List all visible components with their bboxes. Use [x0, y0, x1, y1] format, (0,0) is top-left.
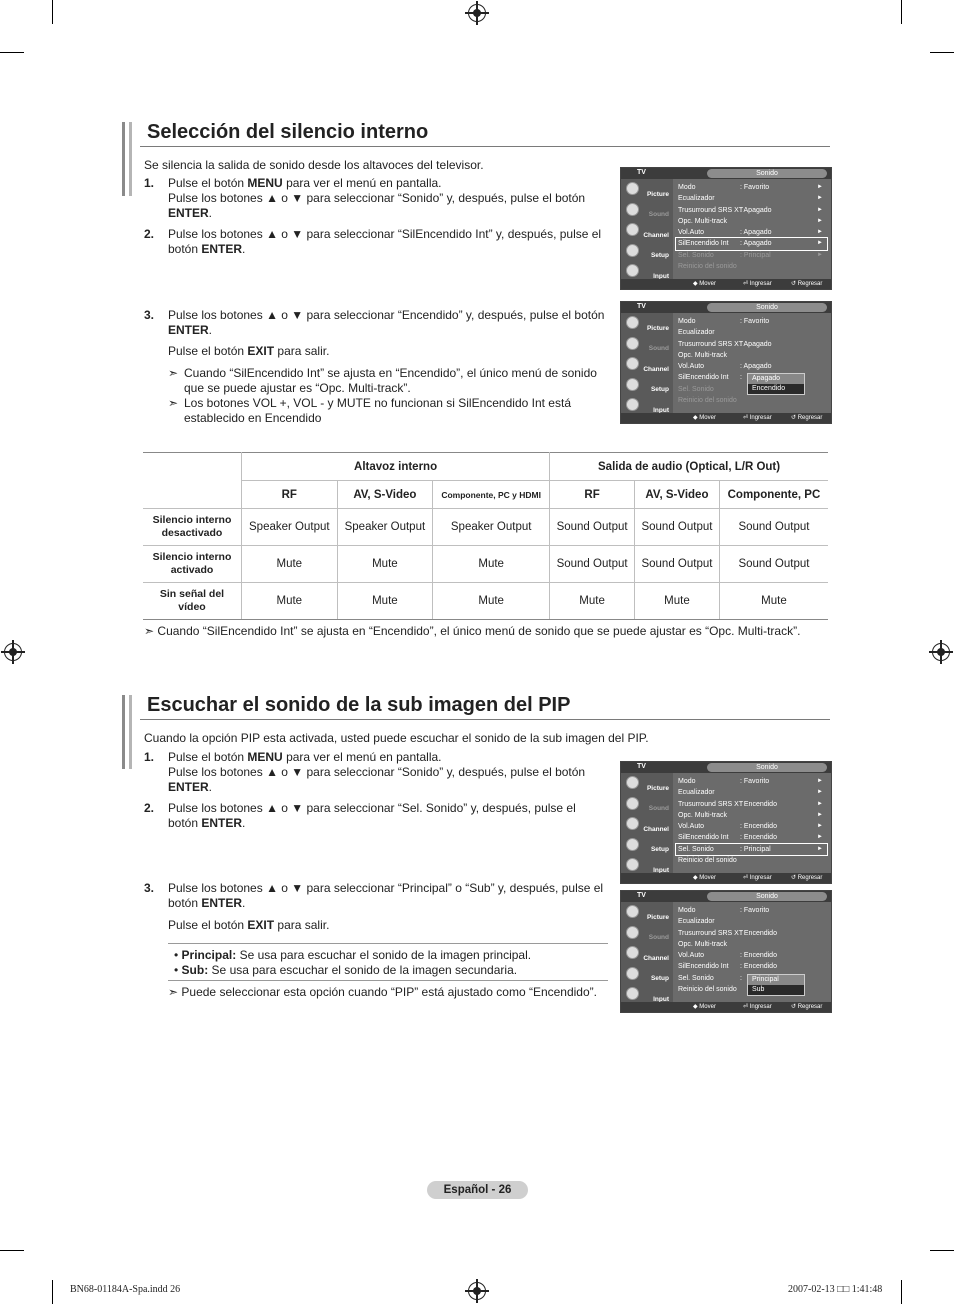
table-cell: Mute [433, 583, 550, 620]
sidebar-item: Sound [621, 923, 673, 944]
table-cell: Mute [337, 546, 433, 583]
section-bar [129, 122, 132, 196]
section2-step1: Pulse el botón MENU para ver el menú en pantalla. Pulse los botones ▲ o ▼ para seleccionar “Sonido” y, después, pulse el botón ENTER. [168, 750, 586, 794]
menu-item: Opc. Multi-track ► [678, 811, 823, 819]
enter-hint: ⏎ Ingresar [743, 415, 772, 421]
section2-intro: Cuando la opción PIP esta activada, usted puede escuchar el sonido de la sub imagen del PIP. [144, 731, 649, 745]
move-hint: ◆ Mover [693, 415, 716, 421]
section1-step3: Pulse los botones ▲ o ▼ para seleccionar “Encendido” y, después, pulse el botón ENTER. [168, 308, 605, 337]
section1-note1: ➣ Cuando “SilEncendido Int” se ajusta en “Encendido”, el único menú de sonido que se puede ajustar es “Opc. Multi-track”. [168, 366, 597, 395]
menu-item: Opc. Multi-track ► [678, 217, 823, 225]
enter-hint: ⏎ Ingresar [743, 875, 772, 881]
sidebar-item: Channel [621, 814, 673, 835]
menu-item: Vol.Auto : Apagado ► [678, 229, 823, 237]
menu-item: SilEncendido Int : Encendido ► [678, 834, 823, 842]
menu-item: Ecualizador [678, 918, 715, 926]
table-cell: Mute [719, 583, 828, 620]
table-row [143, 509, 828, 546]
bullet-box-rule [168, 943, 608, 944]
menu-footer [621, 1002, 831, 1012]
page-number-badge: Español - 26 [427, 1181, 528, 1199]
arrow-right-icon: ► [817, 229, 823, 236]
channel-icon [626, 223, 639, 236]
crop-mark [930, 1250, 954, 1251]
arrow-right-icon: ► [817, 217, 823, 224]
table-cell: Sound Output [550, 509, 635, 546]
sidebar-item: Sound [621, 334, 673, 355]
crop-mark [0, 1250, 24, 1251]
popup-option: Sub [748, 985, 804, 995]
move-hint: ◆ Mover [693, 875, 716, 881]
table-cell: Speaker Output [433, 509, 550, 546]
return-hint: ↺ Regresar [791, 415, 823, 421]
menu-item: Modo : Favorito ► [678, 778, 823, 785]
step-number: 2. [144, 801, 155, 815]
table-row [143, 546, 828, 583]
section-bar [122, 695, 125, 769]
sidebar-item: Setup [621, 835, 673, 856]
setup-icon [626, 378, 639, 391]
menu-item: SilEncendido Int : Apagado ► [676, 238, 827, 249]
table-col-header: RF [242, 481, 338, 509]
sidebar-item: Setup [621, 375, 673, 396]
note-arrow-icon: ➣ [168, 396, 179, 410]
sidebar-item: Picture [621, 902, 673, 923]
menu-item: Ecualizador [678, 329, 715, 337]
table-col-header: AV, S-Video [635, 481, 720, 509]
section1-intro: Se silencia la salida de sonido desde los altavoces del televisor. [144, 158, 484, 172]
menu-item: Reinicio del sonido [678, 263, 737, 271]
tv-menu-screenshot [620, 301, 832, 424]
table-note: ➣ Cuando “SilEncendido Int” se ajusta en “Encendido”, el único menú de sonido que se puede ajustar es “Opc. Multi-track”. [144, 624, 801, 638]
menu-footer [621, 873, 831, 883]
menu-sidebar [621, 179, 673, 282]
table-row-header: Sin señal del vídeo [143, 583, 242, 620]
menu-item: Reinicio del sonido [678, 397, 737, 405]
note-arrow-icon: ➣ [168, 985, 179, 999]
section2-note: ➣ Puede seleccionar esta opción cuando “PIP” está ajustado como “Encendido”. [168, 985, 597, 999]
menu-item: Sel. Sonido [678, 385, 714, 393]
menu-item: Sel. Sonido : Principal ► [678, 251, 823, 259]
menu-footer [621, 413, 831, 423]
channel-icon [626, 817, 639, 830]
sound-icon [626, 337, 639, 350]
popup-option: Principal [752, 976, 779, 983]
table-row-header: Silencio interno desactivado [143, 509, 242, 546]
sidebar-item: Input [621, 984, 673, 1005]
table-corner [143, 453, 242, 509]
sidebar-item: Input [621, 395, 673, 416]
menu-title: Sonido [707, 763, 827, 772]
section1-note2: ➣ Los botones VOL +, VOL - y MUTE no funcionan si SilEncendido Int está establecido en Encendido [168, 396, 571, 425]
table-group-header: Altavoz interno [242, 453, 550, 481]
arrow-right-icon: ► [817, 789, 823, 796]
menu-item: Trusurround SRS XT : Apagado ► [678, 206, 823, 214]
section1-step2: Pulse los botones ▲ o ▼ para seleccionar “SilEncendido Int” y, después, pulse el botón ENTER. [168, 227, 602, 256]
menu-item: Modo : Favorito [678, 318, 770, 325]
registration-mark-icon [4, 643, 22, 661]
table-col-header: AV, S-Video [337, 481, 433, 509]
sidebar-item: Setup [621, 964, 673, 985]
input-icon [626, 398, 639, 411]
channel-icon [626, 946, 639, 959]
sidebar-item: Channel [621, 943, 673, 964]
menu-item: Modo : Favorito [678, 907, 770, 914]
sidebar-item: Channel [621, 220, 673, 241]
menu-sidebar [621, 902, 673, 1005]
sidebar-item: Channel [621, 354, 673, 375]
table-col-header: RF [550, 481, 635, 509]
menu-item: Vol.Auto : Apagado [678, 363, 772, 371]
return-hint: ↺ Regresar [791, 875, 823, 881]
menu-item: Reinicio del sonido [678, 857, 737, 865]
arrow-right-icon: ► [817, 778, 823, 784]
input-icon [626, 858, 639, 871]
section2-title: Escuchar el sonido de la sub imagen del PIP [147, 694, 571, 716]
table-col-header: Componente, PC y HDMI [433, 481, 550, 509]
registration-mark-icon [468, 1282, 486, 1300]
tv-menu-screenshot [620, 761, 832, 884]
enter-hint: ⏎ Ingresar [743, 281, 772, 287]
table-row-header: Silencio interno activado [143, 546, 242, 583]
picture-icon [626, 316, 639, 329]
section1-exit: Pulse el botón EXIT para salir. [168, 344, 330, 358]
step-number: 3. [144, 881, 155, 895]
mute-output-table [143, 452, 828, 620]
input-icon [626, 987, 639, 1000]
enter-hint: ⏎ Ingresar [743, 1004, 772, 1010]
menu-title: Sonido [707, 169, 827, 178]
tv-label: TV [637, 892, 646, 899]
table-cell: Mute [433, 546, 550, 583]
arrow-right-icon: ► [817, 240, 823, 247]
sidebar-item: Picture [621, 313, 673, 334]
section-rule [140, 146, 830, 147]
step-number: 1. [144, 750, 155, 764]
tv-label: TV [637, 169, 646, 176]
table-cell: Sound Output [550, 546, 635, 583]
menu-item: Vol.Auto : Encendido [678, 952, 777, 960]
date-slug: 2007-02-13 □□ 1:41:48 [788, 1284, 883, 1295]
table-cell: Sound Output [719, 509, 828, 546]
crop-mark [930, 52, 954, 53]
section2-exit: Pulse el botón EXIT para salir. [168, 918, 330, 932]
section2-step3: Pulse los botones ▲ o ▼ para seleccionar “Principal” o “Sub” y, después, pulse el botón ENTER. [168, 881, 604, 910]
menu-item: Reinicio del sonido [678, 986, 737, 994]
arrow-right-icon: ► [817, 823, 823, 830]
channel-icon [626, 357, 639, 370]
sidebar-item: Input [621, 855, 673, 876]
crop-mark [52, 0, 53, 24]
section1-step1: Pulse el botón MENU para ver el menú en pantalla. Pulse los botones ▲ o ▼ para seleccionar “Sonido” y, después, pulse el botón ENTER. [168, 176, 586, 220]
move-hint: ◆ Mover [693, 281, 716, 287]
menu-item: SilEncendido Int : [678, 374, 742, 382]
setup-icon [626, 838, 639, 851]
table-cell: Mute [242, 546, 338, 583]
sidebar-item: Sound [621, 794, 673, 815]
registration-mark-icon [932, 643, 950, 661]
menu-sidebar [621, 313, 673, 416]
menu-sidebar [621, 773, 673, 876]
table-cell: Mute [337, 583, 433, 620]
picture-icon [626, 182, 639, 195]
crop-mark [901, 1280, 902, 1304]
crop-mark [901, 0, 902, 24]
menu-item: Trusurround SRS XT : Encendido ► [678, 800, 823, 808]
popup-option: Apagado [752, 375, 781, 382]
table-cell: Mute [242, 583, 338, 620]
setup-icon [626, 967, 639, 980]
note-arrow-icon: ➣ [168, 366, 179, 380]
menu-item: Ecualizador ► [678, 195, 823, 203]
bullet-sub: • Sub: Se usa para escuchar el sonido de la imagen secundaria. [174, 963, 518, 977]
table-cell: Speaker Output [242, 509, 338, 546]
popup-option: Encendido [748, 384, 804, 394]
step-number: 1. [144, 176, 155, 190]
arrow-right-icon: ► [817, 251, 823, 258]
sound-icon [626, 203, 639, 216]
arrow-right-icon: ► [817, 206, 823, 213]
table-row [143, 583, 828, 620]
arrow-right-icon: ► [817, 834, 823, 841]
menu-item: Ecualizador ► [678, 789, 823, 797]
option-popup [747, 974, 805, 996]
arrow-right-icon: ► [817, 195, 823, 202]
bullet-box-rule [168, 980, 608, 981]
return-hint: ↺ Regresar [791, 281, 823, 287]
section-bar [122, 122, 125, 196]
menu-item: Sel. Sonido : Principal ► [676, 844, 827, 855]
menu-title: Sonido [707, 892, 827, 901]
sidebar-item: Picture [621, 773, 673, 794]
tv-label: TV [637, 303, 646, 310]
tv-label: TV [637, 763, 646, 770]
sound-icon [626, 797, 639, 810]
table-cell: Sound Output [635, 546, 720, 583]
option-popup [747, 373, 805, 395]
menu-title: Sonido [707, 303, 827, 312]
arrow-right-icon: ► [817, 800, 823, 807]
menu-item: Modo : Favorito ► [678, 184, 823, 191]
menu-item: SilEncendido Int : Encendido [678, 963, 777, 971]
section-bar [129, 695, 132, 769]
arrow-right-icon: ► [817, 184, 823, 190]
return-hint: ↺ Regresar [791, 1004, 823, 1010]
arrow-right-icon: ► [817, 845, 823, 852]
sidebar-item: Picture [621, 179, 673, 200]
sidebar-item: Sound [621, 200, 673, 221]
file-slug: BN68-01184A-Spa.indd 26 [70, 1284, 181, 1295]
sidebar-item: Input [621, 261, 673, 282]
step-number: 3. [144, 308, 155, 322]
table-col-header: Componente, PC [719, 481, 828, 509]
table-cell: Sound Output [719, 546, 828, 583]
sidebar-item: Setup [621, 241, 673, 262]
arrow-right-icon: ► [817, 811, 823, 818]
table-group-header: Salida de audio (Optical, L/R Out) [550, 453, 828, 481]
section2-step2: Pulse los botones ▲ o ▼ para seleccionar “Sel. Sonido” y, después, pulse el botón ENTER. [168, 801, 576, 830]
menu-item: Vol.Auto : Encendido ► [678, 823, 823, 831]
section1-title: Selección del silencio interno [147, 121, 429, 143]
section-rule [140, 719, 830, 720]
sound-icon [626, 926, 639, 939]
menu-item: Opc. Multi-track [678, 940, 728, 948]
menu-footer [621, 279, 831, 289]
note-arrow-icon: ➣ [144, 624, 155, 638]
registration-mark-icon [468, 4, 486, 22]
table-cell: Mute [550, 583, 635, 620]
table-cell: Sound Output [635, 509, 720, 546]
input-icon [626, 264, 639, 277]
move-hint: ◆ Mover [693, 1004, 716, 1010]
menu-item: Trusurround SRS XT : Encendido [678, 929, 777, 937]
crop-mark [0, 52, 24, 53]
step-number: 2. [144, 227, 155, 241]
table-cell: Speaker Output [337, 509, 433, 546]
menu-item: Opc. Multi-track [678, 351, 728, 359]
crop-mark [52, 1280, 53, 1304]
bullet-principal: • Principal: Se usa para escuchar el sonido de la imagen principal. [174, 948, 532, 962]
setup-icon [626, 244, 639, 257]
table-cell: Mute [635, 583, 720, 620]
picture-icon [626, 776, 639, 789]
picture-icon [626, 905, 639, 918]
menu-item: Trusurround SRS XT : Apagado [678, 340, 772, 348]
menu-item: Sel. Sonido : [678, 974, 742, 982]
tv-menu-screenshot [620, 167, 832, 290]
tv-menu-screenshot [620, 890, 832, 1013]
